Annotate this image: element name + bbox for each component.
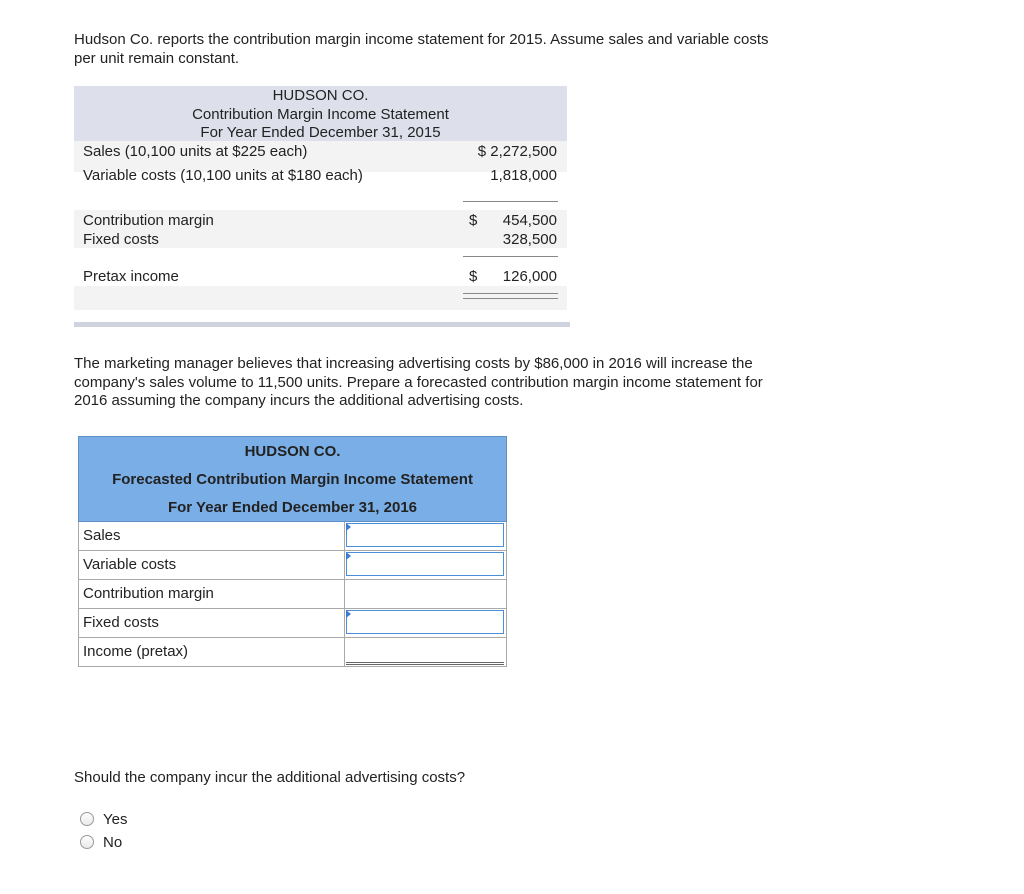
row-pretax-income-label: Pretax income [83,268,179,285]
row-fixed-costs-value: 328,500 [502,231,557,248]
radio-yes[interactable] [80,812,94,826]
statement-title: Contribution Margin Income Statement [192,106,449,123]
forecast-fixed-costs-label: Fixed costs [83,614,159,631]
prompt-line-3: 2016 assuming the company incurs the additional advertising costs. [74,392,524,409]
underline [463,256,558,257]
row-sales-value: $ 2,272,500 [477,143,557,160]
income-statement-2015 [74,86,570,327]
dollar-sign: $ [469,268,478,285]
forecast-sales-label: Sales [83,527,121,544]
prompt-text [74,355,834,411]
row-contribution-margin-label: Contribution margin [83,212,214,229]
row-fixed-costs-label: Fixed costs [83,231,159,248]
row-variable-costs-value: 1,818,000 [490,167,557,184]
forecast-statement-table [78,436,507,667]
company-name: HUDSON CO. [272,87,369,104]
input-marker-icon [346,523,351,531]
question-text: Should the company incur the additional advertising costs? [74,769,466,786]
intro-text [74,31,834,68]
prompt-line-2: company's sales volume to 11,500 units. Prepare a forecasted contribution margin income statement for [74,373,763,391]
intro-line-2: per unit remain constant. [74,49,240,67]
forecast-sales-input[interactable] [346,523,504,547]
row-variable-costs-label: Variable costs (10,100 units at $180 each) [83,167,363,184]
row-sales-label: Sales (10,100 units at $225 each) [83,143,308,160]
row-pretax-income-value: 126,000 [502,268,557,285]
option-no-label: No [103,834,123,851]
forecast-income-pretax-input[interactable] [346,639,504,665]
forecast-header [78,436,507,522]
statement-header [74,86,567,141]
statement-bottom-bar [74,322,570,327]
forecast-period: For Year Ended December 31, 2016 [167,499,418,516]
input-marker-icon [346,610,351,618]
forecast-title: Forecasted Contribution Margin Income Statement [112,471,473,488]
forecast-contribution-margin-label: Contribution margin [83,585,214,602]
forecast-row-fixed-costs [78,609,507,638]
prompt-line-1: The marketing manager believes that increasing advertising costs by $86,000 in 2016 will increase the [74,355,753,372]
intro-line-1: Hudson Co. reports the contribution margin income statement for 2015. Assume sales and variable costs [74,31,769,48]
underline [463,201,558,202]
input-marker-icon [346,552,351,560]
double-underline-top [463,293,558,294]
forecast-row-income-pretax [78,638,507,667]
forecast-row-sales [78,522,507,551]
option-yes-label: Yes [103,811,128,828]
dollar-sign: $ [469,212,478,229]
double-underline-bottom [463,298,558,299]
forecast-company: HUDSON CO. [244,443,341,460]
forecast-variable-costs-input[interactable] [346,552,504,576]
row-contribution-margin-value: 454,500 [502,212,557,229]
forecast-income-pretax-label: Income (pretax) [83,643,189,660]
forecast-contribution-margin-input[interactable] [346,581,504,605]
forecast-fixed-costs-input[interactable] [346,610,504,634]
radio-no[interactable] [80,835,94,849]
statement-period: For Year Ended December 31, 2015 [200,124,441,141]
forecast-row-contribution-margin [78,580,507,609]
forecast-row-variable-costs [78,551,507,580]
forecast-variable-costs-label: Variable costs [83,556,177,573]
